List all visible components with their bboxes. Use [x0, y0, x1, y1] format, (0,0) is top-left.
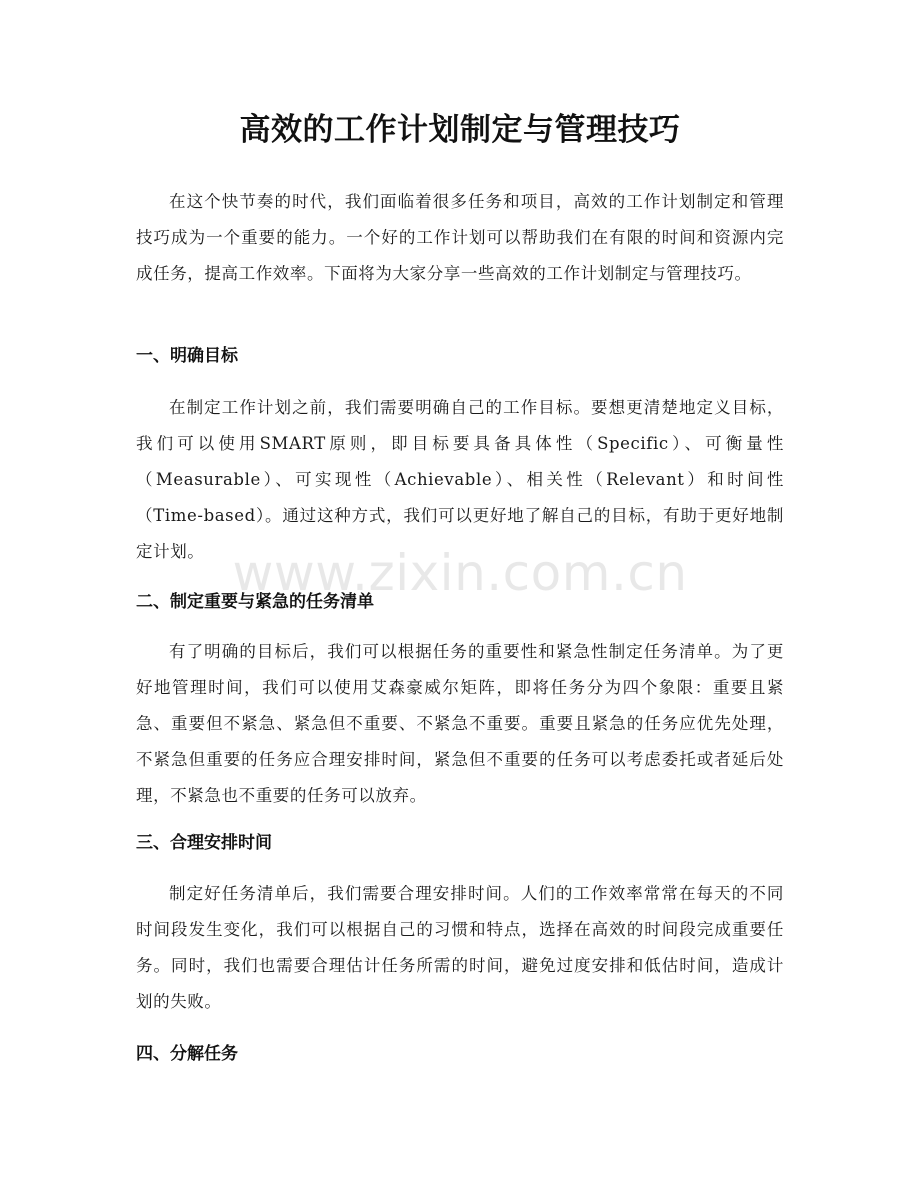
section-heading-decompose: 四、分解任务	[136, 1044, 238, 1064]
section-heading-time: 三、合理安排时间	[136, 833, 272, 853]
document-title: 高效的工作计划制定与管理技巧	[239, 112, 681, 148]
section-body-goals: 在制定工作计划之前，我们需要明确自己的工作目标。要想更清楚地定义目标，我们可以使用SMART原则，即目标要具备具体性（Specific）、可衡量性（Measurable）、可实现性（Achievable）、相关性（Relevant）和时间性（Time-based）。通过这种方式，我们可以更好地了解自己的目标，有助于更好地制定计划。	[136, 398, 784, 561]
section-heading-goals: 一、明确目标	[136, 346, 238, 366]
watermark: www.zixin.com.cn	[232, 544, 688, 602]
section-heading-task-list: 二、制定重要与紧急的任务清单	[136, 592, 374, 612]
intro-paragraph: 在这个快节奏的时代，我们面临着很多任务和项目，高效的工作计划制定和管理技巧成为一个重要的能力。一个好的工作计划可以帮助我们在有限的时间和资源内完成任务，提高工作效率。下面将为大家分享一些高效的工作计划制定与管理技巧。	[136, 192, 784, 283]
section-body-time: 制定好任务清单后，我们需要合理安排时间。人们的工作效率常常在每天的不同时间段发生变化，我们可以根据自己的习惯和特点，选择在高效的时间段完成重要任务。同时，我们也需要合理估计任务所需的时间，避免过度安排和低估时间，造成计划的失败。	[136, 884, 784, 1011]
section-body-task-list: 有了明确的目标后，我们可以根据任务的重要性和紧急性制定任务清单。为了更好地管理时间，我们可以使用艾森豪威尔矩阵，即将任务分为四个象限：重要且紧急、重要但不紧急、紧急但不重要、不紧急不重要。重要且紧急的任务应优先处理，不紧急但重要的任务应合理安排时间，紧急但不重要的任务可以考虑委托或者延后处理，不紧急也不重要的任务可以放弃。	[136, 642, 784, 805]
